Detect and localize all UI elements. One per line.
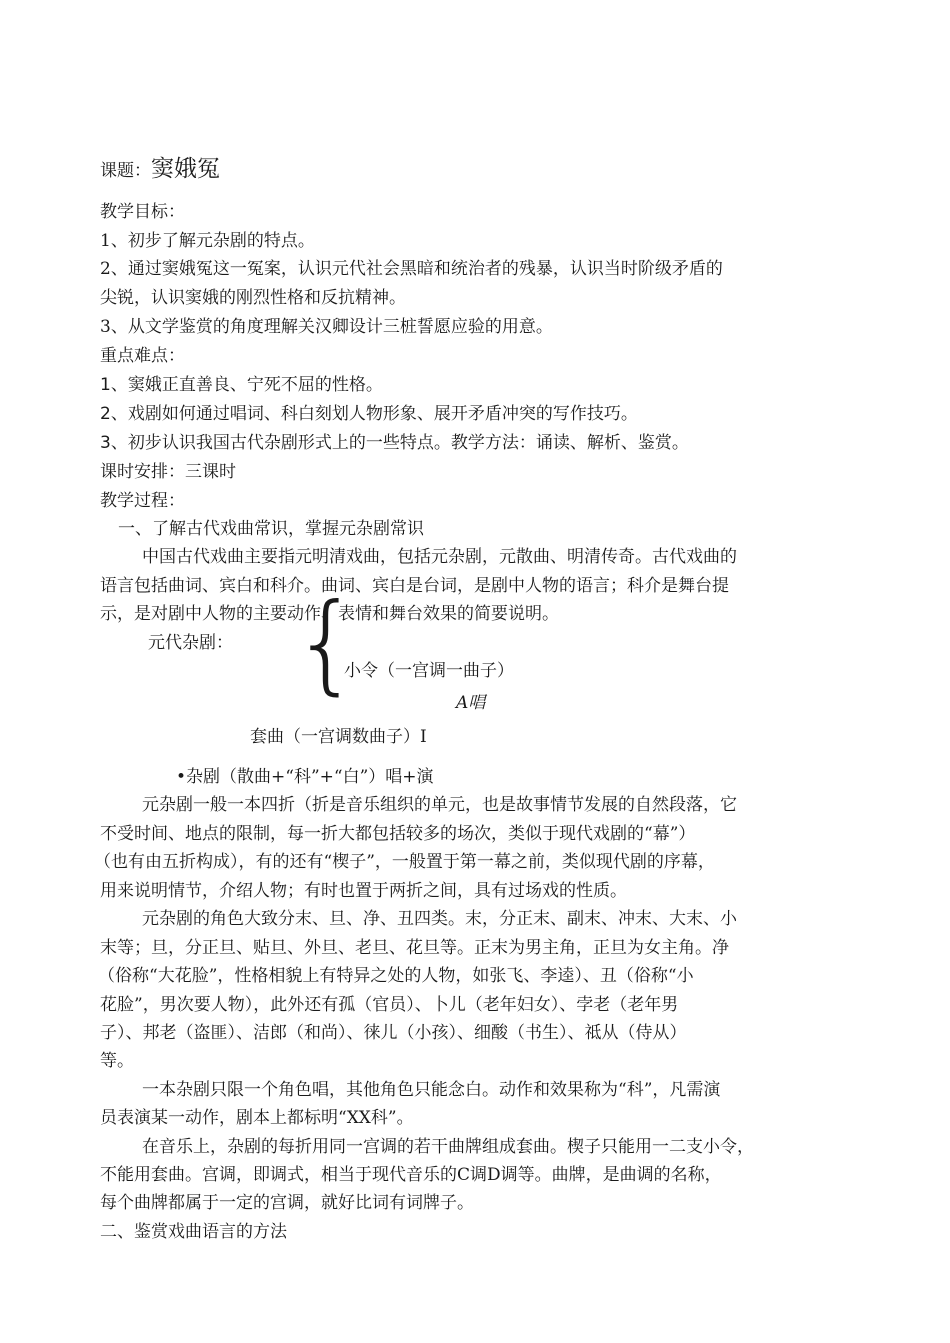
section-heading: 一、了解古代戏曲常识，掌握元杂剧常识: [118, 519, 424, 539]
key-point-item: [100, 432, 689, 454]
lesson-title: [100, 158, 220, 182]
diagram-taoqu: 套曲（一宫调数曲子）I: [250, 727, 427, 747]
paragraph-line: 每个曲牌都属于一定的宫调，就好比词有词牌子。: [100, 1193, 474, 1213]
paragraph-line: 语言包括曲词、宾白和科介。曲词、宾白是台词，是剧中人物的语言；科介是舞台提: [100, 576, 729, 596]
paragraph-line: 不受时间、地点的限制，每一折大都包括较多的场次，类似于现代戏剧的“幕”）: [100, 824, 696, 844]
title-main: 窦娥冤: [151, 156, 220, 182]
objective-item: 1、初步了解元杂剧的特点。: [100, 231, 315, 251]
objective-item: 3、从文学鉴赏的角度理解关汉卿设计三桩誓愿应验的用意。: [100, 317, 553, 337]
key-point-text: 、初步认识我国古代杂剧形式上的一些特点。教学方法：诵读、解析、鉴赏。: [110, 433, 689, 453]
paragraph-line: 等。: [100, 1051, 134, 1071]
diagram-chang: A唱: [456, 693, 486, 713]
key-point-number: 2: [100, 404, 111, 424]
process-heading: 教学过程：: [100, 491, 185, 511]
objective-item: 2、通过窦娥冤这一冤案，认识元代社会黑暗和统治者的残暴，认识当时阶级矛盾的: [100, 259, 723, 279]
schedule-line: 课时安排：三课时: [100, 462, 236, 482]
paragraph-line: 元杂剧的角色大致分末、旦、净、丑四类。末，分正末、副末、冲末、大末、小: [142, 909, 737, 929]
paragraph-line: 示，是对剧中人物的主要动作、表情和舞台效果的简要说明。: [100, 604, 559, 624]
paragraph-line: 一本杂剧只限一个角色唱，其他角色只能念白。动作和效果称为“科”，凡需演: [142, 1080, 721, 1100]
paragraph-line: 员表演某一动作，剧本上都标明“XX科”。: [100, 1108, 414, 1128]
diagram-zaju: •杂剧（散曲+“科”+“白”）唱+演: [176, 767, 434, 787]
key-point-item: [100, 403, 638, 425]
title-prefix: 课题：: [100, 161, 151, 181]
paragraph-line: 末等；旦，分正旦、贴旦、外旦、老旦、花旦等。正末为男主角，正旦为女主角。净: [100, 938, 729, 958]
objectives-heading: 教学目标：: [100, 202, 185, 222]
paragraph-line: 元杂剧一般一本四折（折是音乐组织的单元，也是故事情节发展的自然段落，它: [142, 795, 737, 815]
paragraph-line: 花脸”，男次要人物），此外还有孤（官员）、卜儿（老年妇女）、孛老（老年男: [100, 995, 679, 1015]
paragraph-line: （俗称“大花脸”，性格相貌上有特异之处的人物，如张飞、李逵）、丑（俗称“小: [98, 966, 694, 986]
key-point-number: 1: [100, 375, 111, 395]
diagram-label: 元代杂剧：: [148, 633, 233, 653]
paragraph-line: 中国古代戏曲主要指元明清戏曲，包括元杂剧，元散曲、明清传奇。古代戏曲的: [142, 547, 737, 567]
paragraph-line: 子）、邦老（盗匪）、洁郎（和尚）、徕儿（小孩）、细酸（书生）、祗从（侍从）: [100, 1023, 687, 1043]
objective-item: 尖锐，认识窦娥的刚烈性格和反抗精神。: [100, 288, 406, 308]
section-heading: 二、鉴赏戏曲语言的方法: [100, 1222, 287, 1242]
key-point-text: 、戏剧如何通过唱词、科白刻划人物形象、展开矛盾冲突的写作技巧。: [110, 404, 638, 424]
key-point-text: 、窦娥正直善良、宁死不屈的性格。: [110, 375, 383, 395]
paragraph-line: 在音乐上，杂剧的每折用同一宫调的若干曲牌组成套曲。楔子只能用一二支小令，: [142, 1137, 754, 1157]
key-points-heading: 重点难点：: [100, 346, 185, 366]
key-point-number: 3: [100, 433, 111, 453]
key-point-item: [100, 374, 383, 396]
curly-brace-icon: {: [292, 581, 361, 706]
paragraph-line: 用来说明情节，介绍人物；有时也置于两折之间，具有过场戏的性质。: [100, 881, 627, 901]
paragraph-line: （也有由五折构成），有的还有“楔子”，一般置于第一幕之前，类似现代剧的序幕，: [94, 852, 715, 872]
diagram-xiaoling: 小令（一宫调一曲子）: [344, 661, 514, 681]
paragraph-line: 不能用套曲。宫调，即调式，相当于现代音乐的C调D调等。曲牌，是曲调的名称，: [100, 1165, 722, 1185]
